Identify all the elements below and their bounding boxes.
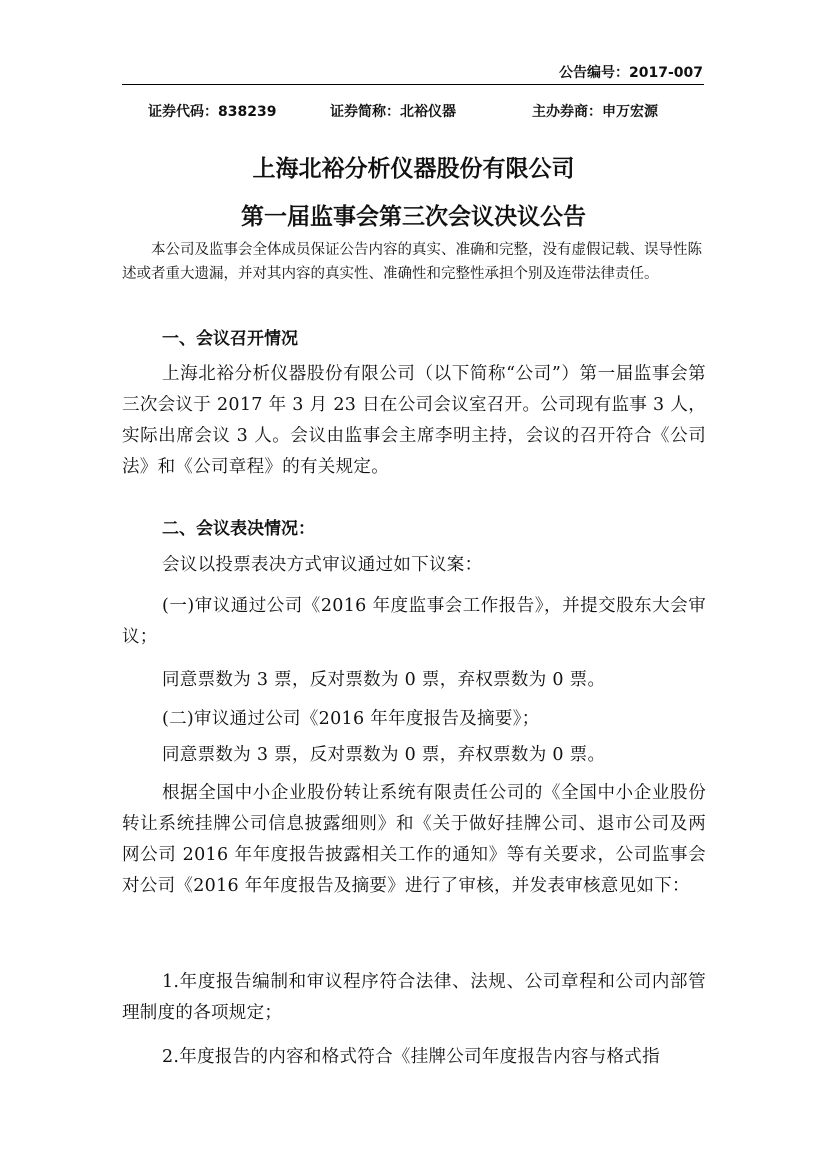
vote-result-2: 同意票数为 3 票，反对票数为 0 票，弃权票数为 0 票。 — [162, 745, 606, 765]
meeting-details-paragraph: 上海北裕分析仪器股份有限公司（以下简称“公司”）第一届监事会第三次会议于 2017 年 3 月 23 日在公司会议室召开。公司现有监事 3 人，实际出席会议 3 人。会议由监事会主席李明主持，会议的召开符合《公司法》和《公司章程》的有关规定。 — [122, 364, 706, 477]
disclaimer-paragraph: 本公司及监事会全体成员保证公告内容的真实、准确和完整，没有虚假记载、误导性陈述或者重大遗漏，并对其内容的真实性、准确性和完整性承担个别及连带法律责任。 — [122, 242, 702, 282]
review-opinion-2: 2.年度报告的内容和格式符合《挂牌公司年度报告内容与格式指 — [162, 1047, 660, 1067]
security-abbreviation: 证券简称：北裕仪器 — [330, 104, 456, 120]
resolution-item-1: (一)审议通过公司《2016 年度监事会工作报告》，并提交股东大会审议； — [122, 596, 706, 647]
company-title: 上海北裕分析仪器股份有限公司 — [252, 156, 575, 182]
vote-result-1: 同意票数为 3 票，反对票数为 0 票，弃权票数为 0 票。 — [162, 670, 606, 690]
announcement-title: 第一届监事会第三次会议决议公告 — [241, 204, 586, 230]
announcement-number: 公告编号：2017-007 — [559, 65, 703, 81]
voting-intro-paragraph: 会议以投票表决方式审议通过如下议案： — [162, 555, 483, 575]
security-code: 证券代码：838239 — [148, 104, 277, 120]
sponsor-broker: 主办券商：申万宏源 — [532, 104, 658, 120]
review-opinion-1: 1.年度报告编制和审议程序符合法律、法规、公司章程和公司内部管理制度的各项规定； — [122, 972, 706, 1023]
resolution-item-2: (二)审议通过公司《2016 年年度报告及摘要》； — [162, 709, 540, 729]
review-basis-paragraph: 根据全国中小企业股份转让系统有限责任公司的《全国中小企业股份转让系统挂牌公司信息披露细则》和《关于做好挂牌公司、退市公司及两网公司 2016 年年度报告披露相关工作的通知》等有关要求，公司监事会对公司《2016 年年度报告及摘要》进行了审核，并发表审核意见如下： — [122, 783, 706, 896]
section-heading-voting: 二、会议表决情况： — [162, 519, 315, 539]
header-rule — [122, 84, 704, 85]
section-heading-meeting: 一、会议召开情况 — [162, 329, 298, 349]
